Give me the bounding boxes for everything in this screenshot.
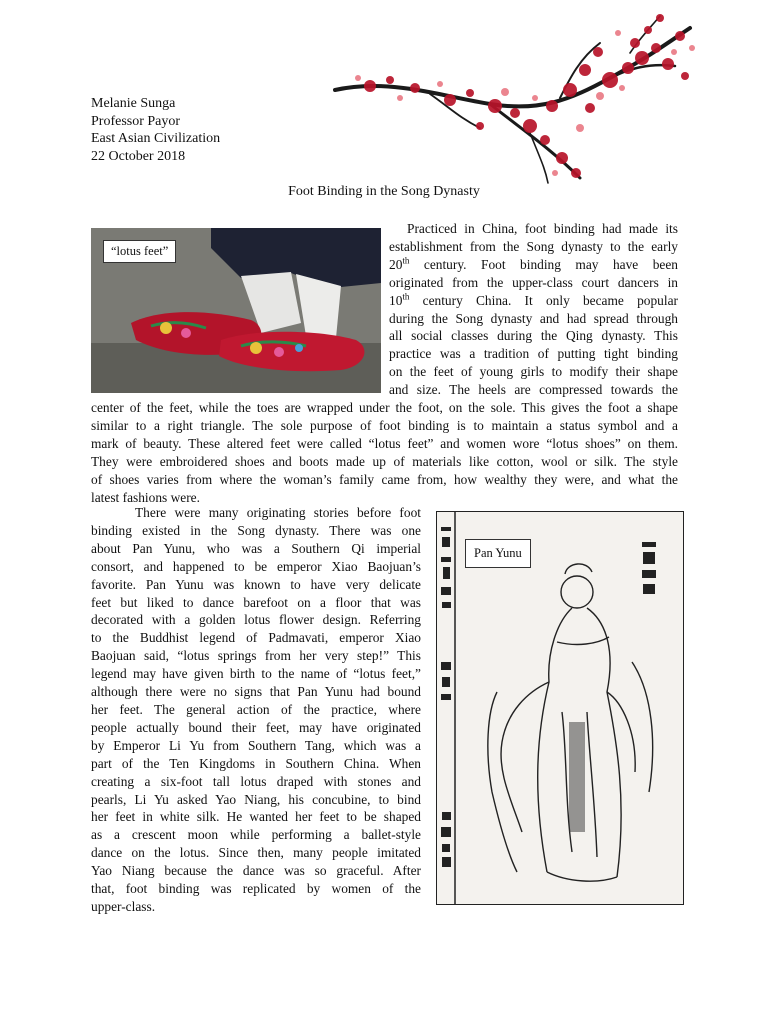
course-name: East Asian Civilization bbox=[91, 131, 221, 146]
para2-line: by Emperor Li Yu from Southern Tang, which was a bbox=[91, 737, 421, 753]
pan-yunu-caption: Pan Yunu bbox=[465, 539, 531, 568]
paragraph-1-top bbox=[389, 220, 678, 399]
para1-line: latest fashions were. bbox=[91, 489, 200, 505]
plum-blossom-illustration bbox=[330, 8, 700, 188]
paragraph-2 bbox=[91, 504, 421, 916]
para2-line: people actually bound their feet, may have originated bbox=[91, 719, 421, 735]
para2-line: her feet in white silk. He wanted her feet to be shaped bbox=[91, 809, 421, 825]
para1-line: of shoes varies from where the woman’s family came from, how wealthy they were, and what the bbox=[91, 471, 678, 487]
para2-line: Yao Niang because the dance was so graceful. After bbox=[91, 863, 421, 879]
para2-line: upper-class. bbox=[91, 898, 156, 914]
para1-line: 20th century. Foot binding may have been bbox=[389, 255, 678, 272]
century-20: 20th bbox=[389, 255, 410, 272]
para2-line: although there were no signs that Pan Yunu had bound bbox=[91, 684, 421, 700]
century-10: 10th bbox=[389, 291, 410, 308]
para1-line: mark of beauty. These altered feet were called “lotus feet” and women wore “lotus shoes” on them. bbox=[91, 435, 678, 451]
para1-line: center of the feet, while the toes are wrapped under the foot, on the sole. This gives the foot a shape bbox=[91, 400, 678, 415]
para1-line: all social classes during the Qing dynasty. This bbox=[389, 328, 678, 344]
para2-line: that, foot binding was replicated by women of the bbox=[91, 881, 421, 897]
para2-line: as a crescent moon while performing a ballet-style bbox=[91, 827, 421, 843]
para2-line: Baojuan said, “lotus springs from her very step!” This bbox=[91, 648, 421, 664]
para2-line: binding existed in the Song dynasty. There was one bbox=[91, 522, 421, 538]
para2-line: her feet. The general action of the practice, where bbox=[91, 701, 421, 717]
paragraph-1-bottom bbox=[91, 399, 678, 506]
lotus-feet-caption: “lotus feet” bbox=[103, 240, 176, 263]
para2-line: pearls, Li Yu asked Yao Niang, his concubine, to bind bbox=[91, 791, 421, 807]
para2-line: part of the Ten Kingdoms in Southern China. When bbox=[91, 755, 421, 771]
para2-line: dance on the lotus. Since then, many people imitated bbox=[91, 845, 421, 861]
professor-name: Professor Payor bbox=[91, 113, 181, 129]
lotus-feet-photo bbox=[91, 228, 381, 393]
para1-line: establishment from the Song dynasty to the early bbox=[389, 238, 678, 254]
para1-line: during the Song dynasty and had spread through bbox=[389, 310, 678, 326]
para2-line: creating a six-foot tall lotus draped with stones and bbox=[91, 773, 421, 789]
document-date: 22 October 2018 bbox=[91, 148, 186, 164]
para1-line: similar to a right triangle. The sole purpose of foot binding is to maintain a status symbol and a bbox=[91, 417, 678, 433]
author-name: Melanie Sunga bbox=[91, 96, 176, 111]
para1-line: They were embroidered shoes and boots made up of materials like cotton, wool or silk. The style bbox=[91, 453, 678, 469]
para2-line: about Pan Yunu, who was a Southern Qi imperial bbox=[91, 540, 421, 556]
para2-line: There were many originating stories before foot bbox=[135, 505, 421, 520]
document-title: Foot Binding in the Song Dynasty bbox=[288, 184, 480, 199]
para2-line: consort, and happened to be emperor Xiao Baojuan’s bbox=[91, 558, 421, 574]
para1-line: originated from the upper-class court dancers in bbox=[389, 274, 678, 290]
pan-yunu-illustration bbox=[436, 511, 684, 905]
para1-line: and size. The heels are compressed towards the bbox=[389, 382, 678, 398]
para1-line: practice was a tradition of putting tight binding bbox=[389, 346, 678, 362]
para2-line: favorite. Pan Yunu was known to have very delicate bbox=[91, 576, 421, 592]
para2-line: to the Buddhist legend of Padmavati, emperor Xiao bbox=[91, 630, 421, 646]
pan-yunu-image bbox=[437, 512, 683, 904]
para1-line: on the feet of young girls to modify their shape bbox=[389, 364, 678, 380]
para1-line: Practiced in China, foot binding had made its bbox=[407, 221, 678, 236]
para2-line: feet but liked to dance barefoot on a floor that was bbox=[91, 594, 421, 610]
para2-line: legend may have given birth to the name of “lotus feet,” bbox=[91, 666, 421, 682]
document-header bbox=[91, 95, 220, 165]
para1-line: 10th century China. It only became popular bbox=[389, 291, 678, 308]
para2-line: decorated with a golden lotus flower design. Referring bbox=[91, 612, 421, 628]
